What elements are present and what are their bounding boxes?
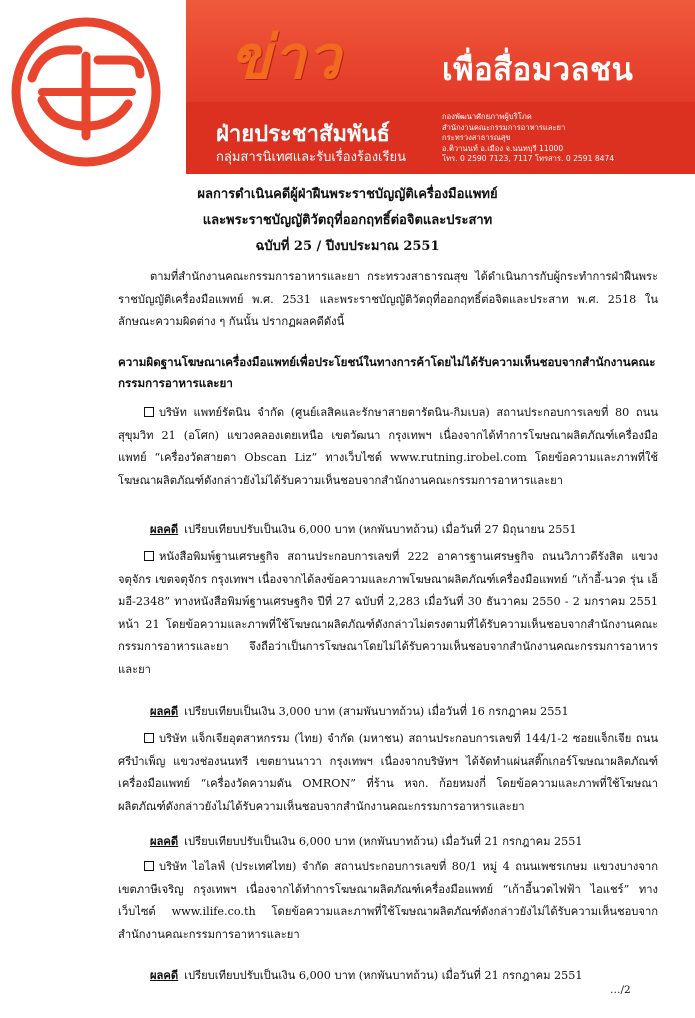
case-result [118, 520, 658, 539]
result-label: ผลคดี [150, 704, 179, 718]
case-paragraph [118, 856, 658, 946]
contact-line: กองพัฒนาศักยภาพผู้บริโภค [442, 112, 532, 121]
intro-paragraph [118, 266, 658, 334]
case-result [118, 966, 658, 985]
intro-text: ตามที่สำนักงานคณะกรรมการอาหารและยา กระทรวงสาธารณสุข ได้ดำเนินการกับผู้กระทำการฝ่าฝืนพระราชบัญญัติเครื่องมือแพทย์ พ.ศ. 2531 และพระราชบัญญัติวัตถุที่ออกฤทธิ์ต่อจิตและประสาท พ.ศ. 2518 ในลักษณะความผิดต่าง ๆ กันนั้น ปรากฏผลคดีดังนี้ [118, 270, 658, 329]
doc-issue-number: ฉบับที่ 25 / ปีงบประมาณ 2551 [255, 239, 440, 254]
case-result [118, 702, 658, 721]
result-text: เปรียบเทียบปรับเป็นเงิน 6,000 บาท (หกพันบาทถ้วน) เมื่อวันที่ 21 กรกฎาคม 2551 [184, 969, 583, 982]
result-text: เปรียบเทียบปรับเป็นเงิน 6,000 บาท (หกพันบาทถ้วน) เมื่อวันที่ 21 กรกฎาคม 2551 [184, 835, 583, 848]
case-paragraph [118, 728, 658, 818]
result-label: ผลคดี [150, 522, 179, 536]
fda-logo [0, 0, 188, 174]
doc-title-line-1: ผลการดำเนินคดีผู้ฝ่าฝืนพระราชบัญญัติเครื่องมือแพทย์ [197, 187, 498, 202]
result-label: ผลคดี [150, 834, 179, 848]
contact-line: อ.ติวานนท์ อ.เมือง จ.นนทบุรี 11000 [442, 143, 564, 153]
case-text: หนังสือพิมพ์ฐานเศรษฐกิจ สถานประกอบการเลขที่ 222 อาคารฐานเศรษฐกิจ ถนนวิภาวดีรังสิต แขวงจตุจักร เขตจตุจักร กรุงเทพฯ เนื่องจากได้ลงข้อความและภาพโฆษณาผลิตภัณฑ์เครื่องมือแพทย์ “เก้าอี้-นวด รุ่น เอ็มอี-2348” ทางหนังสือพิมพ์ฐานเศรษฐกิจ ปีที่ 27 ฉบับที่ 2,283 เมื่อวันที่ 30 ธันวาคม 2550 - 2 มกราคม 2551 หน้า 21 โดยข้อความและภาพที่ใช้โฆษณาผลิตภัณฑ์ดังกล่าวไม่ตรงตามที่ได้รับความเห็นชอบจากสำนักงานคณะกรรมการอาหารและยา จึงถือว่าเป็นการโฆษณาโดยไม่ได้รับความเห็นชอบจากสำนักงานคณะกรรมการอาหารและยา [118, 550, 658, 676]
department-name: ฝ่ายประชาสัมพันธ์ [216, 122, 390, 147]
fda-seal-icon [2, 8, 184, 168]
checkbox-icon [144, 861, 154, 871]
press-banner [0, 0, 695, 174]
contact-line: โทร. 0 2590 7123, 7117 โทรสาร. 0 2591 8474 [442, 154, 615, 164]
checkbox-icon [144, 733, 154, 743]
case-text: บริษัท ไอไลฟ์ (ประเทศไทย) จำกัด สถานประกอบการเลขที่ 80/1 หมู่ 4 ถนนเพชรเกษม แขวงบางจาก เขตภาษีเจริญ กรุงเทพฯ เนื่องจากได้ทำการโฆษณาผลิตภัณฑ์เครื่องมือแพทย์ “เก้าอี้นวดไฟฟ้า ไอแชร์” ทางเว็บไซต์ www.ilife.co.th โดยข้อความและภาพที่ใช้โฆษณาผลิตภัณฑ์ดังกล่าวยังไม่ได้รับความเห็นชอบจากสำนักงานคณะกรรมการอาหารและยา [118, 860, 658, 941]
news-word: ข่าว [230, 23, 342, 93]
result-text: เปรียบเทียบเป็นเงิน 3,000 บาท (สามพันบาทถ้วน) เมื่อวันที่ 16 กรกฎาคม 2551 [184, 705, 569, 718]
result-text: เปรียบเทียบปรับเป็นเงิน 6,000 บาท (หกพันบาทถ้วน) เมื่อวันที่ 27 มิถุนายน 2551 [184, 523, 577, 536]
page-continuation-marker: …/2 [610, 984, 631, 996]
case-result [118, 832, 658, 851]
banner-red-band [186, 0, 695, 174]
contact-line: สำนักงานคณะกรรมการอาหารและยา [442, 122, 566, 132]
checkbox-icon [144, 551, 154, 561]
section-title: ความผิดฐานโฆษณาเครื่องมือแพทย์เพื่อประโยชน์ในทางการค้าโดยไม่ได้รับความเห็นชอบจากสำนักงานคณะกรรมการอาหารและยา [118, 355, 656, 390]
case-text: บริษัท แจ็กเจียอุตสาหกรรม (ไทย) จำกัด (มหาชน) สถานประกอบการเลขที่ 144/1-2 ซอยแจ็กเจีย ถนนศรีบำเพ็ญ แขวงช่องนนทรี เขตยานนาวา กรุงเทพฯ เนื่องจากบริษัทฯ ได้จัดทำแผ่นสติ๊กเกอร์โฆษณาผลิตภัณฑ์เครื่องมือแพทย์ “เครื่องวัดความดัน OMRON” ที่ร้าน หจก. ก้อยหมงกี่ โดยข้อความและภาพที่ใช้โฆษณาผลิตภัณฑ์ดังกล่าวยังไม่ได้รับความเห็นชอบจากสำนักงานคณะกรรมการอาหารและยา [118, 732, 658, 813]
case-text: บริษัท แพทย์รัตนิน จำกัด (ศูนย์เลสิคและรักษาสายตารัตนิน-กิมเบล) สถานประกอบการเลขที่ 80 ถนนสุขุมวิท 21 (อโศก) แขวงคลองเตยเหนือ เขตวัฒนา กรุงเทพฯ เนื่องจากได้ทำการโฆษณาผลิตภัณฑ์เครื่องมือแพทย์ “เครื่องวัดสายตา Obscan Liz” ทางเว็บไซต์ www.rutning.irobel.com โดยข้อความและภาพที่ใช้โฆษณาผลิตภัณฑ์ดังกล่าวยังไม่ได้รับความเห็นชอบจากสำนักงานคณะกรรมการอาหารและยา [118, 406, 658, 487]
contact-block [442, 112, 692, 165]
case-paragraph [118, 402, 658, 492]
banner-tagline: เพื่อสื่อมวลชน [442, 52, 634, 88]
result-label: ผลคดี [150, 968, 179, 982]
checkbox-icon [144, 407, 154, 417]
case-paragraph [118, 546, 658, 682]
doc-title-line-2: และพระราชบัญญัติวัตถุที่ออกฤทธิ์ต่อจิตและประสาท [202, 213, 493, 228]
group-name: กลุ่มสารนิเทศและรับเรื่องร้องเรียน [216, 150, 406, 165]
contact-line: กระทรวงสาธารณสุข [442, 133, 511, 143]
